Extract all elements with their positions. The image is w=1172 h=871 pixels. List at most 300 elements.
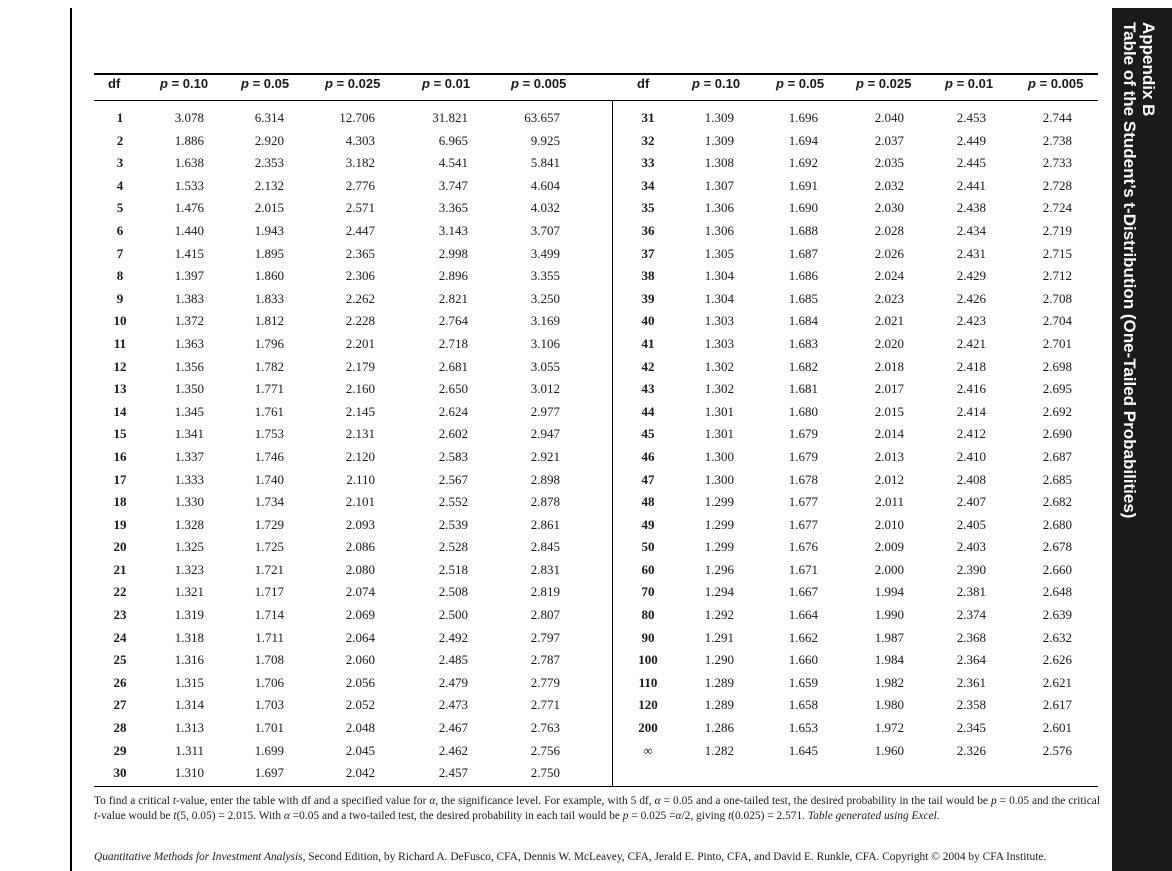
df-cell: 37 — [641, 245, 655, 261]
critical-value-cell: 2.368 — [956, 629, 986, 645]
critical-value-cell: 1.782 — [254, 358, 284, 374]
critical-value-cell: 1.662 — [788, 629, 818, 645]
df-cell: 48 — [641, 494, 655, 510]
df-cell: 60 — [641, 561, 655, 577]
critical-value-cell: 63.657 — [524, 110, 560, 125]
df-cell: 44 — [641, 403, 655, 419]
critical-value-cell: 2.228 — [345, 313, 375, 329]
critical-value-cell: 2.704 — [1042, 313, 1072, 329]
df-cell: 9 — [116, 290, 124, 306]
critical-value-cell: 1.721 — [254, 561, 284, 577]
critical-value-cell: 2.787 — [530, 652, 560, 668]
critical-value-cell: 2.621 — [1042, 674, 1072, 690]
critical-value-cell: 1.309 — [704, 132, 734, 148]
critical-value-cell: 2.445 — [956, 155, 986, 171]
critical-value-cell: 2.920 — [254, 132, 284, 148]
critical-value-cell: 1.415 — [174, 245, 204, 261]
critical-value-cell: 1.685 — [788, 290, 818, 306]
critical-value-cell: 2.650 — [438, 381, 468, 397]
critical-value-cell: 2.024 — [874, 268, 904, 284]
critical-value-cell: 1.345 — [174, 403, 204, 419]
critical-value-cell: 31.821 — [432, 110, 468, 125]
critical-value-cell: 1.300 — [704, 448, 734, 464]
critical-value-cell: 3.012 — [530, 381, 560, 397]
critical-value-cell: 1.290 — [704, 652, 734, 668]
df-cell: 30 — [113, 765, 127, 781]
critical-value-cell: 2.617 — [1042, 697, 1072, 713]
df-cell: 110 — [638, 674, 658, 690]
critical-value-cell: 1.660 — [788, 652, 818, 668]
critical-value-cell: 2.010 — [874, 516, 904, 532]
critical-value-cell: 1.296 — [704, 561, 734, 577]
critical-value-cell: 2.485 — [438, 652, 468, 668]
critical-value-cell: 2.120 — [345, 448, 375, 464]
critical-value-cell: 1.299 — [704, 494, 734, 510]
critical-value-cell: 2.457 — [438, 765, 468, 781]
critical-value-cell: 1.761 — [254, 403, 284, 419]
critical-value-cell: 1.677 — [788, 494, 818, 510]
df-cell: 28 — [113, 720, 127, 736]
critical-value-cell: 2.110 — [346, 471, 375, 487]
df-cell: 36 — [641, 222, 655, 238]
df-cell: 23 — [113, 607, 127, 623]
critical-value-cell: 5.841 — [530, 155, 560, 171]
critical-value-cell: 2.086 — [345, 539, 375, 555]
critical-value-cell: 2.831 — [530, 561, 560, 577]
column-divider — [612, 100, 613, 787]
critical-value-cell: 1.323 — [174, 561, 204, 577]
critical-value-cell: 2.423 — [956, 313, 986, 329]
critical-value-cell: 1.302 — [704, 381, 734, 397]
critical-value-cell: 2.080 — [345, 561, 375, 577]
critical-value-cell: 2.365 — [345, 245, 375, 261]
critical-value-cell: 1.645 — [788, 742, 818, 758]
critical-value-cell: 1.895 — [254, 245, 284, 261]
critical-value-cell: 2.479 — [438, 674, 468, 690]
df-cell: 15 — [113, 426, 127, 442]
critical-value-cell: 2.508 — [438, 584, 468, 600]
critical-value-cell: 2.015 — [874, 403, 904, 419]
critical-value-cell: 2.687 — [1042, 448, 1072, 464]
df-cell: 5 — [116, 200, 124, 216]
header-p-2: p = 0.05 — [241, 76, 290, 91]
critical-value-cell: 1.711 — [255, 629, 284, 645]
critical-value-cell: 2.381 — [956, 584, 986, 600]
critical-value-cell: 2.101 — [345, 494, 375, 510]
critical-value-cell: 1.397 — [174, 268, 204, 284]
df-cell: 39 — [641, 290, 655, 306]
critical-value-cell: 2.756 — [530, 742, 560, 758]
critical-value-cell: 1.325 — [174, 539, 204, 555]
critical-value-cell: 1.682 — [788, 358, 818, 374]
df-cell: 70 — [641, 584, 655, 600]
critical-value-cell: 2.797 — [530, 629, 560, 645]
df-cell: 40 — [641, 313, 655, 329]
critical-value-cell: 1.706 — [254, 674, 284, 690]
critical-value-cell: 2.021 — [874, 313, 904, 329]
header-df: df — [637, 76, 650, 91]
critical-value-cell: 1.309 — [704, 110, 734, 125]
table-top-rule — [94, 73, 1098, 75]
critical-value-cell: 2.682 — [1042, 494, 1072, 510]
critical-value-cell: 1.671 — [788, 561, 818, 577]
critical-value-cell: 2.069 — [345, 607, 375, 623]
critical-value-cell: 1.984 — [874, 652, 904, 668]
df-cell: 8 — [116, 268, 124, 284]
critical-value-cell: 2.998 — [438, 245, 468, 261]
df-cell: 24 — [113, 629, 127, 645]
critical-value-cell: 2.977 — [530, 403, 560, 419]
critical-value-cell: 1.697 — [254, 765, 284, 781]
critical-value-cell: 2.160 — [345, 381, 375, 397]
critical-value-cell: 1.667 — [788, 584, 818, 600]
critical-value-cell: 2.412 — [956, 426, 986, 442]
critical-value-cell: 2.060 — [345, 652, 375, 668]
critical-value-cell: 1.292 — [704, 607, 734, 623]
df-cell: 14 — [113, 403, 127, 419]
critical-value-cell: 1.653 — [788, 720, 818, 736]
critical-value-cell: 1.314 — [174, 697, 204, 713]
critical-value-cell: 1.740 — [254, 471, 284, 487]
critical-value-cell: 2.361 — [956, 674, 986, 690]
critical-value-cell: 2.583 — [438, 448, 468, 464]
critical-value-cell: 1.688 — [788, 222, 818, 238]
critical-value-cell: 1.372 — [174, 313, 204, 329]
critical-value-cell: 1.294 — [704, 584, 734, 600]
critical-value-cell: 2.776 — [345, 177, 375, 193]
critical-value-cell: 2.763 — [530, 720, 560, 736]
critical-value-cell: 2.353 — [254, 155, 284, 171]
critical-value-cell: 2.132 — [254, 177, 284, 193]
df-cell: 42 — [641, 358, 655, 374]
critical-value-cell: 2.358 — [956, 697, 986, 713]
critical-value-cell: 2.037 — [874, 132, 904, 148]
critical-value-cell: 1.318 — [174, 629, 204, 645]
critical-value-cell: 2.262 — [345, 290, 375, 306]
table-title: Table of the Student’s t-Distribution (One-Tailed Probabilities) — [1120, 22, 1139, 519]
critical-value-cell: 2.698 — [1042, 358, 1072, 374]
critical-value-cell: 1.686 — [788, 268, 818, 284]
critical-value-cell: 4.032 — [530, 200, 560, 216]
critical-value-cell: 2.407 — [956, 494, 986, 510]
critical-value-cell: 12.706 — [339, 110, 375, 125]
critical-value-cell: 2.552 — [438, 494, 468, 510]
critical-value-cell: 2.576 — [1042, 742, 1072, 758]
critical-value-cell: 1.304 — [704, 290, 734, 306]
df-cell: 32 — [641, 132, 655, 148]
critical-value-cell: 2.712 — [1042, 268, 1072, 284]
header-p-1: p = 0.10 — [692, 76, 741, 91]
critical-value-cell: 1.302 — [704, 358, 734, 374]
critical-value-cell: 1.476 — [174, 200, 204, 216]
critical-value-cell: 2.819 — [530, 584, 560, 600]
critical-value-cell: 1.306 — [704, 200, 734, 216]
critical-value-cell: 6.965 — [438, 132, 468, 148]
critical-value-cell: 1.330 — [174, 494, 204, 510]
critical-value-cell: 1.356 — [174, 358, 204, 374]
critical-value-cell: 2.000 — [874, 561, 904, 577]
critical-value-cell: 3.707 — [530, 222, 560, 238]
critical-value-cell: 1.994 — [874, 584, 904, 600]
critical-value-cell: 1.301 — [704, 403, 734, 419]
df-cell: 1 — [116, 110, 124, 125]
critical-value-cell: 2.056 — [345, 674, 375, 690]
critical-value-cell: 1.725 — [254, 539, 284, 555]
critical-value-cell: 1.960 — [874, 742, 904, 758]
critical-value-cell: 1.315 — [174, 674, 204, 690]
df-cell: 49 — [641, 516, 655, 532]
critical-value-cell: 2.364 — [956, 652, 986, 668]
header-p-4: p = 0.01 — [945, 76, 994, 91]
critical-value-cell: 2.074 — [345, 584, 375, 600]
critical-value-cell: 3.182 — [345, 155, 375, 171]
critical-value-cell: 2.685 — [1042, 471, 1072, 487]
critical-value-cell: 2.042 — [345, 765, 375, 781]
critical-value-cell: 1.310 — [174, 765, 204, 781]
critical-value-cell: 1.696 — [788, 110, 818, 125]
critical-value-cell: 1.282 — [704, 742, 734, 758]
header-p-3: p = 0.025 — [856, 76, 912, 91]
critical-value-cell: 1.321 — [174, 584, 204, 600]
critical-value-cell: 3.499 — [530, 245, 560, 261]
critical-value-cell: 2.681 — [438, 358, 468, 374]
critical-value-cell: 1.301 — [704, 426, 734, 442]
critical-value-cell: 2.015 — [254, 200, 284, 216]
header-p-4: p = 0.01 — [422, 76, 471, 91]
df-cell: 12 — [113, 358, 127, 374]
critical-value-cell: 1.687 — [788, 245, 818, 261]
critical-value-cell: 2.690 — [1042, 426, 1072, 442]
df-cell: 80 — [641, 607, 655, 623]
critical-value-cell: 1.703 — [254, 697, 284, 713]
critical-value-cell: 1.659 — [788, 674, 818, 690]
critical-value-cell: 2.449 — [956, 132, 986, 148]
critical-value-cell: 1.734 — [254, 494, 284, 510]
critical-value-cell: 1.982 — [874, 674, 904, 690]
df-cell: 33 — [641, 155, 655, 171]
critical-value-cell: 1.708 — [254, 652, 284, 668]
critical-value-cell: 2.453 — [956, 110, 986, 125]
critical-value-cell: 2.728 — [1042, 177, 1072, 193]
critical-value-cell: 1.307 — [704, 177, 734, 193]
df-cell: 35 — [641, 200, 655, 216]
critical-value-cell: 2.571 — [345, 200, 375, 216]
critical-value-cell: 2.500 — [438, 607, 468, 623]
critical-value-cell: 2.708 — [1042, 290, 1072, 306]
critical-value-cell: 2.032 — [874, 177, 904, 193]
df-cell: 31 — [641, 110, 655, 125]
critical-value-cell: 2.052 — [345, 697, 375, 713]
critical-value-cell: 2.028 — [874, 222, 904, 238]
header-p-1: p = 0.10 — [160, 76, 209, 91]
critical-value-cell: 3.250 — [530, 290, 560, 306]
critical-value-cell: 2.467 — [438, 720, 468, 736]
critical-value-cell: 1.729 — [254, 516, 284, 532]
critical-value-cell: 1.886 — [174, 132, 204, 148]
critical-value-cell: 2.045 — [345, 742, 375, 758]
critical-value-cell: 1.680 — [788, 403, 818, 419]
critical-value-cell: 2.492 — [438, 629, 468, 645]
df-cell: 16 — [113, 448, 127, 464]
df-cell: 18 — [113, 494, 127, 510]
critical-value-cell: 1.812 — [254, 313, 284, 329]
critical-value-cell: 2.014 — [874, 426, 904, 442]
df-cell: 11 — [113, 335, 127, 351]
critical-value-cell: 2.414 — [956, 403, 986, 419]
critical-value-cell: 2.012 — [874, 471, 904, 487]
critical-value-cell: 1.299 — [704, 516, 734, 532]
critical-value-cell: 1.304 — [704, 268, 734, 284]
critical-value-cell: 1.333 — [174, 471, 204, 487]
df-cell: 4 — [116, 177, 124, 193]
critical-value-cell: 1.699 — [254, 742, 284, 758]
critical-value-cell: 9.925 — [530, 132, 560, 148]
df-cell: 38 — [641, 268, 655, 284]
footnote: To find a critical t-value, enter the table with df and a specified value for α, the significance level. For example, with 5 df, α = 0.05 and a one-tailed test, the desired probability in the tail would be p = 0.05 and the critical t-value would be t(5, 0.05) = 2.015. With α =0.05 and a two-tailed test, the desired probability in each tail would be p = 0.025 =α/2, giving t(0.025) = 2.571. Table generated using Excel. — [94, 795, 1100, 822]
critical-value-cell: 2.632 — [1042, 629, 1072, 645]
critical-value-cell: 1.440 — [174, 222, 204, 238]
critical-value-cell: 2.626 — [1042, 652, 1072, 668]
appendix-label: Appendix B — [1139, 22, 1158, 117]
critical-value-cell: 2.724 — [1042, 200, 1072, 216]
table-bottom-rule — [94, 786, 1098, 787]
critical-value-cell: 2.447 — [345, 222, 375, 238]
critical-value-cell: 1.299 — [704, 539, 734, 555]
header-p-2: p = 0.05 — [776, 76, 825, 91]
df-cell: 22 — [113, 584, 127, 600]
critical-value-cell: 1.286 — [704, 720, 734, 736]
critical-value-cell: 2.695 — [1042, 381, 1072, 397]
df-cell: 120 — [638, 697, 658, 713]
critical-value-cell: 2.771 — [530, 697, 560, 713]
df-cell: 50 — [641, 539, 655, 555]
critical-value-cell: 2.921 — [530, 448, 560, 464]
critical-value-cell: 2.418 — [956, 358, 986, 374]
df-cell: 26 — [113, 674, 127, 690]
critical-value-cell: 1.694 — [788, 132, 818, 148]
df-cell: 200 — [638, 720, 658, 736]
critical-value-cell: 2.701 — [1042, 335, 1072, 351]
critical-value-cell: 1.638 — [174, 155, 204, 171]
critical-value-cell: 2.030 — [874, 200, 904, 216]
critical-value-cell: 1.289 — [704, 697, 734, 713]
left-margin-rule — [70, 8, 72, 871]
df-cell: 100 — [638, 652, 658, 668]
df-cell: ∞ — [643, 742, 653, 758]
critical-value-cell: 1.681 — [788, 381, 818, 397]
df-cell: 2 — [116, 132, 124, 148]
critical-value-cell: 2.750 — [530, 765, 560, 781]
df-cell: 17 — [113, 471, 127, 487]
critical-value-cell: 2.434 — [956, 222, 986, 238]
critical-value-cell: 1.308 — [704, 155, 734, 171]
critical-value-cell: 1.341 — [174, 426, 204, 442]
df-cell: 46 — [641, 448, 655, 464]
critical-value-cell: 1.943 — [254, 222, 284, 238]
critical-value-cell: 2.807 — [530, 607, 560, 623]
critical-value-cell: 1.363 — [174, 335, 204, 351]
critical-value-cell: 1.306 — [704, 222, 734, 238]
df-cell: 10 — [113, 313, 127, 329]
critical-value-cell: 1.714 — [254, 607, 284, 623]
critical-value-cell: 2.326 — [956, 742, 986, 758]
critical-value-cell: 1.383 — [174, 290, 204, 306]
critical-value-cell: 2.462 — [438, 742, 468, 758]
critical-value-cell: 2.733 — [1042, 155, 1072, 171]
critical-value-cell: 4.604 — [530, 177, 560, 193]
critical-value-cell: 2.438 — [956, 200, 986, 216]
header-p-3: p = 0.025 — [325, 76, 381, 91]
critical-value-cell: 1.679 — [788, 426, 818, 442]
df-cell: 43 — [641, 381, 655, 397]
critical-value-cell: 1.987 — [874, 629, 904, 645]
critical-value-cell: 2.441 — [956, 177, 986, 193]
critical-value-cell: 1.303 — [704, 335, 734, 351]
critical-value-cell: 1.691 — [788, 177, 818, 193]
critical-value-cell: 1.771 — [254, 381, 284, 397]
critical-value-cell: 2.093 — [345, 516, 375, 532]
critical-value-cell: 2.692 — [1042, 403, 1072, 419]
critical-value-cell: 1.337 — [174, 448, 204, 464]
df-cell: 7 — [116, 245, 124, 261]
critical-value-cell: 1.677 — [788, 516, 818, 532]
critical-value-cell: 1.684 — [788, 313, 818, 329]
df-cell: 20 — [113, 539, 127, 555]
critical-value-cell: 1.683 — [788, 335, 818, 351]
critical-value-cell: 1.350 — [174, 381, 204, 397]
critical-value-cell: 2.738 — [1042, 132, 1072, 148]
critical-value-cell: 2.405 — [956, 516, 986, 532]
source-credit: Quantitative Methods for Investment Analysis, Second Edition, by Richard A. DeFusco, CFA, Dennis W. McLeavey, CFA, Jerald E. Pinto, CFA, and David E. Runkle, CFA. Copyright © 2004 by CFA Institute. — [94, 851, 1047, 863]
appendix-side-title — [1112, 8, 1172, 871]
critical-value-cell: 2.048 — [345, 720, 375, 736]
critical-value-cell: 2.013 — [874, 448, 904, 464]
critical-value-cell: 2.539 — [438, 516, 468, 532]
critical-value-cell: 1.289 — [704, 674, 734, 690]
critical-value-cell: 1.533 — [174, 177, 204, 193]
df-cell: 45 — [641, 426, 655, 442]
df-cell: 90 — [641, 629, 655, 645]
critical-value-cell: 2.680 — [1042, 516, 1072, 532]
critical-value-cell: 3.747 — [438, 177, 468, 193]
critical-value-cell: 2.040 — [874, 110, 904, 125]
critical-value-cell: 2.026 — [874, 245, 904, 261]
critical-value-cell: 1.300 — [704, 471, 734, 487]
df-cell: 25 — [113, 652, 127, 668]
critical-value-cell: 2.861 — [530, 516, 560, 532]
critical-value-cell: 1.291 — [704, 629, 734, 645]
critical-value-cell: 1.690 — [788, 200, 818, 216]
critical-value-cell: 4.303 — [345, 132, 375, 148]
df-cell: 41 — [641, 335, 655, 351]
critical-value-cell: 1.980 — [874, 697, 904, 713]
critical-value-cell: 2.821 — [438, 290, 468, 306]
critical-value-cell: 1.796 — [254, 335, 284, 351]
critical-value-cell: 2.473 — [438, 697, 468, 713]
critical-value-cell: 1.701 — [254, 720, 284, 736]
critical-value-cell: 2.390 — [956, 561, 986, 577]
critical-value-cell: 1.717 — [254, 584, 284, 600]
header-p-5: p = 0.005 — [1028, 76, 1084, 91]
critical-value-cell: 2.064 — [345, 629, 375, 645]
critical-value-cell: 2.718 — [438, 335, 468, 351]
critical-value-cell: 1.990 — [874, 607, 904, 623]
critical-value-cell: 2.345 — [956, 720, 986, 736]
critical-value-cell: 1.328 — [174, 516, 204, 532]
critical-value-cell: 2.639 — [1042, 607, 1072, 623]
critical-value-cell: 2.947 — [530, 426, 560, 442]
critical-value-cell: 2.403 — [956, 539, 986, 555]
